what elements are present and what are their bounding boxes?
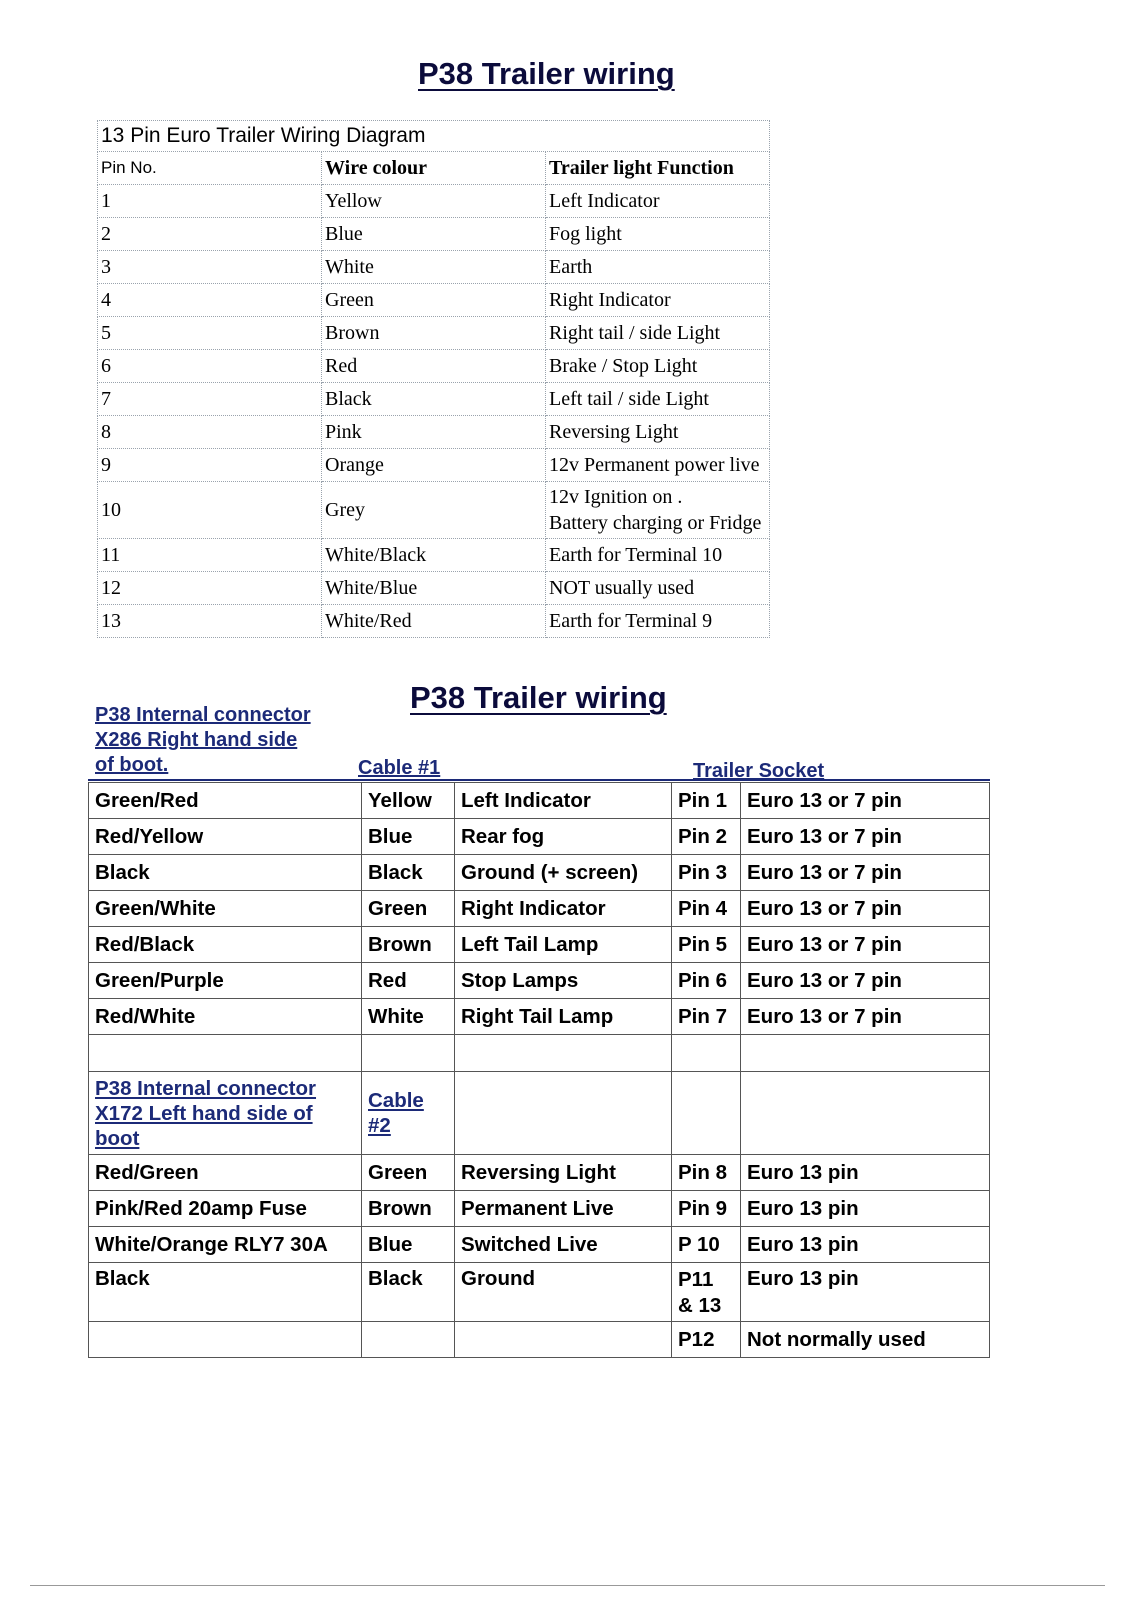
table-caption-row xyxy=(98,121,770,152)
page-title: P38 Trailer wiring xyxy=(418,56,675,91)
connector-cell: Black xyxy=(89,855,362,891)
connector-cell: Green/Purple xyxy=(89,963,362,999)
cable-heading-cell xyxy=(362,1072,455,1155)
colour-cell: White/Red xyxy=(322,605,546,638)
connector-cell: Green/White xyxy=(89,891,362,927)
pin-cell: 5 xyxy=(98,317,322,350)
cable-cell: Black xyxy=(362,1263,455,1322)
pin-cell: 2 xyxy=(98,218,322,251)
table-row xyxy=(89,927,990,963)
page-bottom-rule xyxy=(30,1585,1105,1586)
empty-cell xyxy=(362,1035,455,1072)
colour-cell: White/Blue xyxy=(322,572,546,605)
function-cell: Left Tail Lamp xyxy=(455,927,672,963)
pin-cell: 1 xyxy=(98,185,322,218)
table-row xyxy=(89,1191,990,1227)
cable-cell: Red xyxy=(362,963,455,999)
socket-cell: Euro 13 or 7 pin xyxy=(741,999,990,1035)
connector-heading-line-3: boot xyxy=(95,1126,140,1150)
connector-cell: White/Orange RLY7 30A xyxy=(89,1227,362,1263)
cable-heading-line-2: #2 xyxy=(368,1114,391,1137)
socket-cell: Euro 13 pin xyxy=(741,1227,990,1263)
table-row xyxy=(89,855,990,891)
colour-cell: Black xyxy=(322,383,546,416)
table-row xyxy=(89,783,990,819)
function-cell: Stop Lamps xyxy=(455,963,672,999)
pin-cell: 3 xyxy=(98,251,322,284)
pin-cell: Pin 2 xyxy=(672,819,741,855)
pin-cell: Pin 7 xyxy=(672,999,741,1035)
function-cell: NOT usually used xyxy=(546,572,770,605)
connector-cell: Red/Yellow xyxy=(89,819,362,855)
table-row xyxy=(98,185,770,218)
socket-cell: Euro 13 or 7 pin xyxy=(741,783,990,819)
function-cell: Ground xyxy=(455,1263,672,1322)
pin-cell: 7 xyxy=(98,383,322,416)
table-row xyxy=(98,572,770,605)
empty-cell xyxy=(672,1035,741,1072)
colour-cell: Pink xyxy=(322,416,546,449)
table-row xyxy=(98,251,770,284)
table-row xyxy=(98,482,770,539)
function-cell: Right Tail Lamp xyxy=(455,999,672,1035)
cable-cell: Green xyxy=(362,891,455,927)
table-row xyxy=(89,1155,990,1191)
colour-cell: Blue xyxy=(322,218,546,251)
cable-cell: Blue xyxy=(362,819,455,855)
function-cell: Earth for Terminal 10 xyxy=(546,539,770,572)
table-row xyxy=(89,999,990,1035)
pin-cell: 12 xyxy=(98,572,322,605)
pin-cell: P12 xyxy=(672,1322,741,1358)
column-header-pin: Pin No. xyxy=(98,152,322,185)
table-caption: 13 Pin Euro Trailer Wiring Diagram xyxy=(98,121,770,152)
function-cell: Ground (+ screen) xyxy=(455,855,672,891)
socket-cell: Euro 13 or 7 pin xyxy=(741,927,990,963)
pin-cell: 6 xyxy=(98,350,322,383)
socket-cell: Euro 13 or 7 pin xyxy=(741,819,990,855)
table-row xyxy=(89,1263,990,1322)
column-header-function: Trailer light Function xyxy=(546,152,770,185)
euro-wiring-table xyxy=(97,120,770,638)
function-line-2: Battery charging or Fridge xyxy=(549,512,762,534)
connector-heading-cell xyxy=(89,1072,362,1155)
cable-cell: Blue xyxy=(362,1227,455,1263)
pin-line-2: & 13 xyxy=(678,1294,722,1317)
function-cell: Left Indicator xyxy=(455,783,672,819)
colour-cell: Grey xyxy=(322,482,546,539)
empty-cell xyxy=(455,1322,672,1358)
connector-cell: Red/Green xyxy=(89,1155,362,1191)
cable-cell: Yellow xyxy=(362,783,455,819)
connector-heading-line-1: P38 Internal connector xyxy=(95,704,311,726)
connector-cell: Pink/Red 20amp Fuse xyxy=(89,1191,362,1227)
connector-heading-line-2: X172 Left hand side of xyxy=(95,1101,313,1125)
pin-cell: P 10 xyxy=(672,1227,741,1263)
function-cell: Fog light xyxy=(546,218,770,251)
connector-heading-line-2: X286 Right hand side xyxy=(95,729,298,751)
cable-cell: White xyxy=(362,999,455,1035)
cable-cell: Brown xyxy=(362,927,455,963)
cable-heading: Cable #1 xyxy=(358,757,441,779)
socket-cell: Euro 13 or 7 pin xyxy=(741,963,990,999)
function-cell: 12v Permanent power live xyxy=(546,449,770,482)
colour-cell: Yellow xyxy=(322,185,546,218)
function-cell: Right Indicator xyxy=(455,891,672,927)
empty-cell xyxy=(741,1035,990,1072)
table-row xyxy=(98,218,770,251)
function-cell: Switched Live xyxy=(455,1227,672,1263)
colour-cell: White xyxy=(322,251,546,284)
column-header-colour: Wire colour xyxy=(322,152,546,185)
p38-wiring-table xyxy=(88,782,990,1358)
pin-cell: 4 xyxy=(98,284,322,317)
function-cell: Earth for Terminal 9 xyxy=(546,605,770,638)
table-row xyxy=(89,891,990,927)
table-row xyxy=(98,416,770,449)
pin-cell: Pin 8 xyxy=(672,1155,741,1191)
table-row xyxy=(98,605,770,638)
empty-cell xyxy=(89,1035,362,1072)
pin-cell: Pin 9 xyxy=(672,1191,741,1227)
table-row xyxy=(89,1227,990,1263)
function-cell: Brake / Stop Light xyxy=(546,350,770,383)
cable-heading-line-1: Cable xyxy=(368,1089,424,1112)
connector-cell: Black xyxy=(89,1263,362,1322)
table-row xyxy=(89,1322,990,1358)
table-row xyxy=(98,317,770,350)
function-cell: Left tail / side Light xyxy=(546,383,770,416)
empty-row xyxy=(89,1035,990,1072)
socket-cell: Euro 13 pin xyxy=(741,1191,990,1227)
table-row xyxy=(89,963,990,999)
function-cell: Permanent Live xyxy=(455,1191,672,1227)
empty-cell xyxy=(741,1072,990,1155)
pin-cell: 8 xyxy=(98,416,322,449)
socket-cell: Euro 13 pin xyxy=(741,1155,990,1191)
pin-cell: Pin 3 xyxy=(672,855,741,891)
connector-heading-line-1: P38 Internal connector xyxy=(95,1076,317,1100)
function-line-1: 12v Ignition on . xyxy=(549,486,683,508)
function-cell: Reversing Light xyxy=(546,416,770,449)
socket-cell: Euro 13 or 7 pin xyxy=(741,855,990,891)
table-row xyxy=(98,449,770,482)
connector-heading xyxy=(95,703,311,778)
pin-cell: Pin 1 xyxy=(672,783,741,819)
pin-cell: 11 xyxy=(98,539,322,572)
socket-heading: Trailer Socket xyxy=(693,760,825,782)
pin-cell: Pin 4 xyxy=(672,891,741,927)
connector-heading-line-3: of boot. xyxy=(95,754,169,776)
pin-cell xyxy=(672,1263,741,1322)
pin-cell: 9 xyxy=(98,449,322,482)
function-cell: Earth xyxy=(546,251,770,284)
pin-cell: Pin 6 xyxy=(672,963,741,999)
connector-cell: Red/Black xyxy=(89,927,362,963)
section-title: P38 Trailer wiring xyxy=(410,680,667,715)
empty-cell xyxy=(455,1035,672,1072)
empty-cell xyxy=(455,1072,672,1155)
empty-cell xyxy=(362,1322,455,1358)
pin-cell: Pin 5 xyxy=(672,927,741,963)
cable-cell: Black xyxy=(362,855,455,891)
function-cell: Left Indicator xyxy=(546,185,770,218)
table-row xyxy=(98,539,770,572)
table-row xyxy=(98,284,770,317)
pin-cell: 10 xyxy=(98,482,322,539)
connector-cell: Red/White xyxy=(89,999,362,1035)
colour-cell: Green xyxy=(322,284,546,317)
colour-cell: Orange xyxy=(322,449,546,482)
cable-cell: Brown xyxy=(362,1191,455,1227)
colour-cell: Red xyxy=(322,350,546,383)
heading-rule xyxy=(88,779,990,781)
colour-cell: White/Black xyxy=(322,539,546,572)
function-cell: Right Indicator xyxy=(546,284,770,317)
empty-cell xyxy=(672,1072,741,1155)
pin-line-1: P11 xyxy=(678,1268,714,1291)
table-header-row xyxy=(98,152,770,185)
table-row xyxy=(98,383,770,416)
connector-cell: Green/Red xyxy=(89,783,362,819)
table-row xyxy=(98,350,770,383)
socket-cell: Euro 13 pin xyxy=(741,1263,990,1322)
pin-cell: 13 xyxy=(98,605,322,638)
colour-cell: Brown xyxy=(322,317,546,350)
function-cell: Rear fog xyxy=(455,819,672,855)
function-cell xyxy=(546,482,770,539)
function-cell: Reversing Light xyxy=(455,1155,672,1191)
socket-cell: Euro 13 or 7 pin xyxy=(741,891,990,927)
section-heading-row xyxy=(89,1072,990,1155)
socket-cell: Not normally used xyxy=(741,1322,990,1358)
table-row xyxy=(89,819,990,855)
cable-cell: Green xyxy=(362,1155,455,1191)
function-cell: Right tail / side Light xyxy=(546,317,770,350)
empty-cell xyxy=(89,1322,362,1358)
